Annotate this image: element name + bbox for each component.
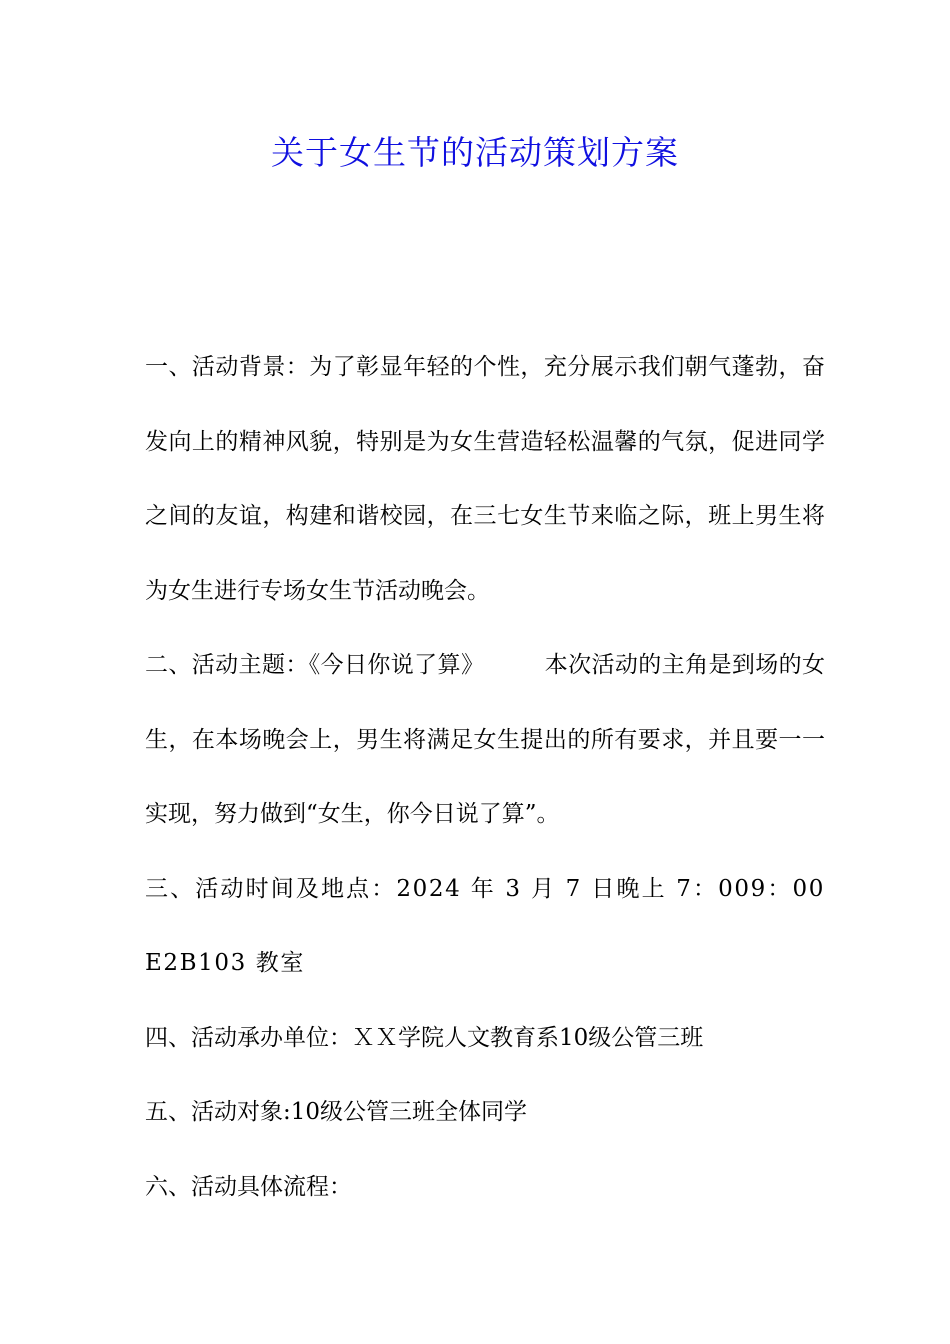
document-title: 关于女生节的活动策划方案 [271,133,679,172]
section-background: 一、活动背景：为了彰显年轻的个性，充分展示我们朝气蓬勃，奋发向上的精神风貌，特别是为女生营造轻松温馨的气氛，促进同学之间的友谊，构建和谐校园，在三七女生节来临之际，班上男生将为女生进行专场女生节活动晚会。 [145,354,825,604]
section-organizer: 四、活动承办单位：ＸＸ学院人文教育系10级公管三班 [145,1024,704,1051]
document-body [145,330,825,1224]
section-theme-text: 本次活动的主角是到场的女生，在本场晚会上，男生将满足女生提出的所有要求，并且要一一实现，努力做到“女生，你今日说了算”。 [145,652,826,827]
section-theme [145,628,825,852]
section-process: 六、活动具体流程： [145,1173,352,1200]
section-audience: 五、活动对象:10级公管三班全体同学 [145,1099,528,1125]
section-theme-label: 二、活动主题：《今日你说了算》 [145,652,485,678]
section-time-place: 三、活动时间及地点：2024 年 3 月 7 日晚上 7：009：00 E2B103 教室 [145,875,825,976]
